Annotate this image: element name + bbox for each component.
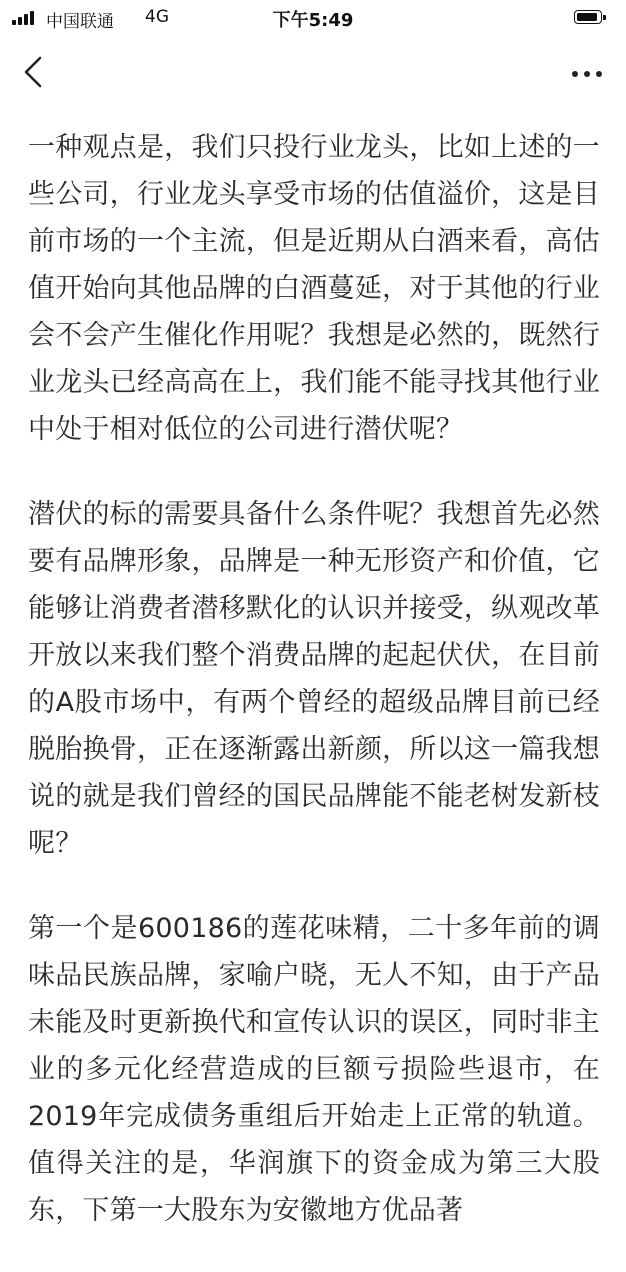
carrier-name: 中国联通 [46,12,114,32]
nav-bar [0,42,626,102]
back-button[interactable] [14,52,54,92]
article-paragraph: 潜伏的标的需要具备什么条件呢？我想首先必然要有品牌形象，品牌是一种无形资产和价值，它能够让消费者潜移默化的认识并接受，纵观改革开放以来我们整个消费品牌的起起伏伏，在目前的A股市场中，有两个曾经的超级品牌目前已经脱胎换骨，正在逐渐露出新颜，所以这一篇我想说的就是我们曾经的国民品牌能不能老树发新枝呢？ [28,499,600,859]
network-type: 4G [145,7,169,27]
status-bar [0,0,626,36]
article-paragraph: 第一个是600186的莲花味精，二十多年前的调味品民族品牌，家喻户晓，无人不知，由于产品未能及时更新换代和宣传认识的误区，同时非主业的多元化经营造成的巨额亏损险些退市，在2019年完成债务重组后开始走上正常的轨道。值得关注的是，华润旗下的资金成为第三大股东，下第一大股东为安徽地方优品著 [28,913,600,1226]
article-body [28,124,600,1272]
more-options-button[interactable] [562,52,612,92]
more-horizontal-icon [562,52,612,92]
chevron-left-icon [14,52,54,92]
status-time: 下午5:49 [272,10,354,31]
article-paragraph: 一种观点是，我们只投行业龙头，比如上述的一些公司，行业龙头享受市场的估值溢价，这是目前市场的一个主流，但是近期从白酒来看，高估值开始向其他品牌的白酒蔓延，对于其他的行业会不会产生催化作用呢？我想是必然的，既然行业龙头已经高高在上，我们能不能寻找其他行业中处于相对低位的公司进行潜伏呢？ [28,132,600,445]
battery-icon [574,10,608,26]
